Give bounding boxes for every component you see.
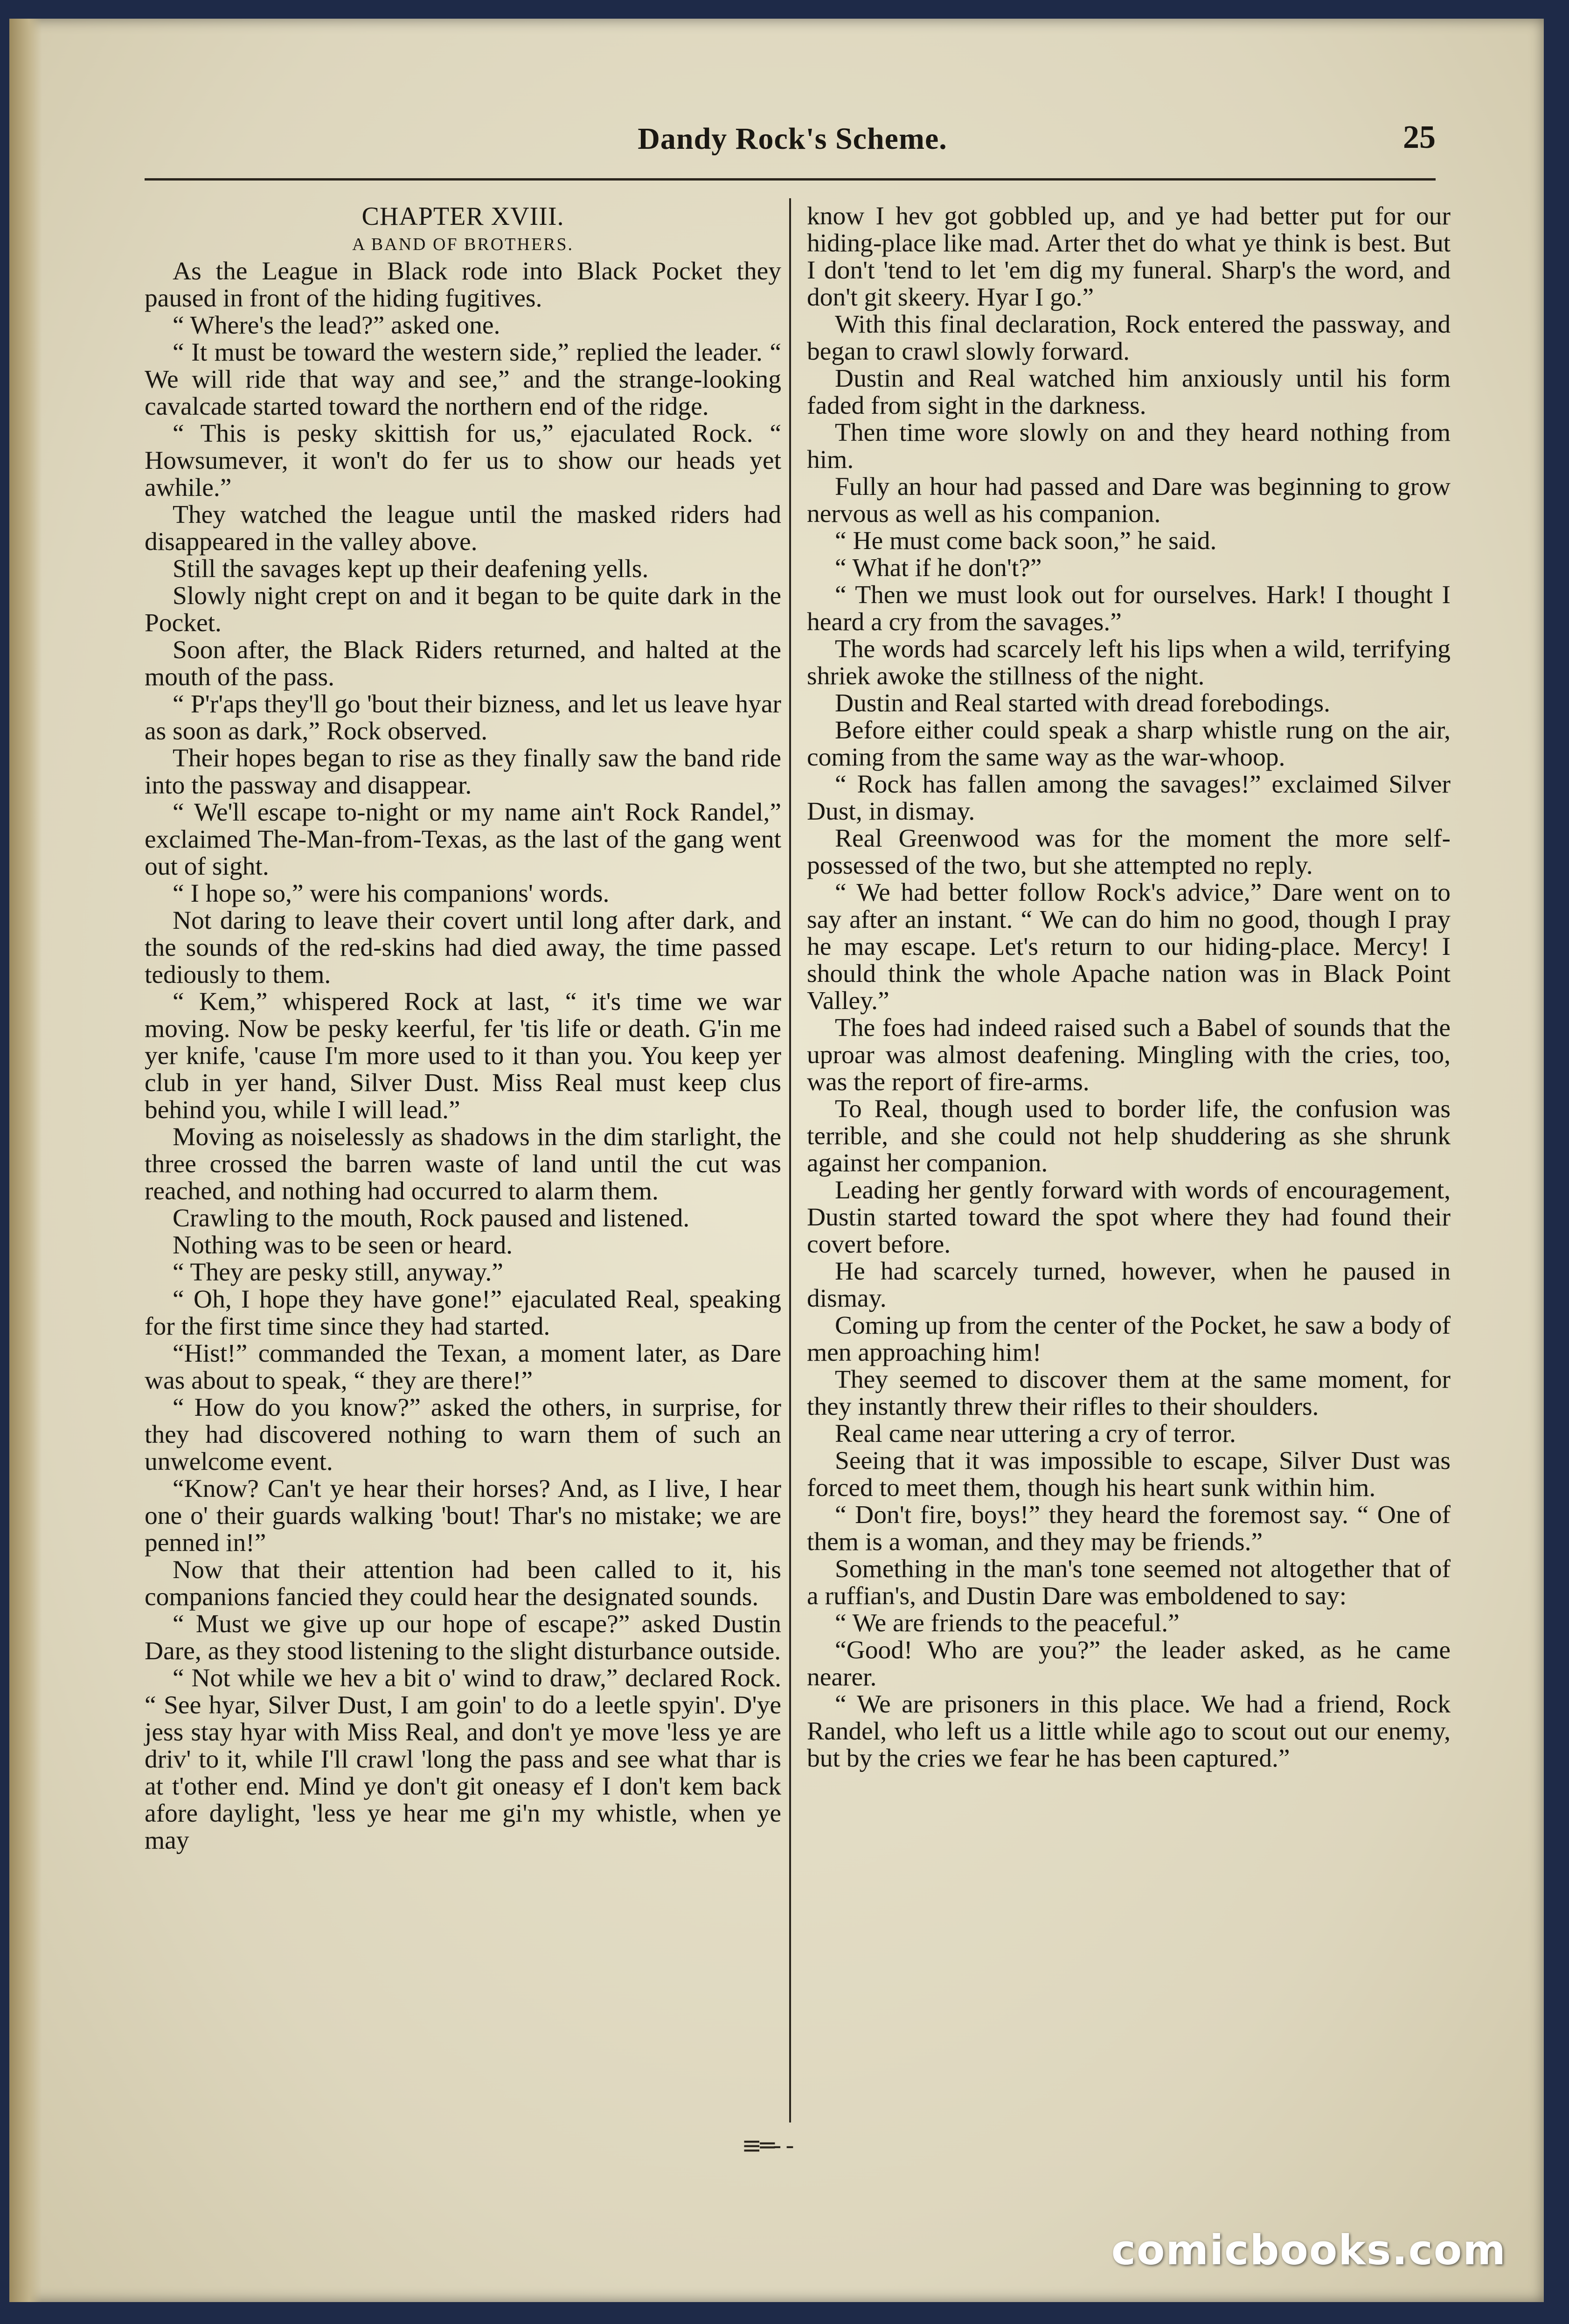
paragraph: The words had scarcely left his lips when a wild, terrifying shriek awoke the stillness of the night. <box>807 635 1451 690</box>
paragraph: Fully an hour had passed and Dare was beginning to grow nervous as well as his companion. <box>807 473 1451 528</box>
paragraph: Leading her gently forward with words of encouragement, Dustin started toward the spot where they had found their covert before. <box>807 1176 1451 1259</box>
continued-paragraph: know I hev got gobbled up, and ye had better put for our hiding-place like mad. Arter thet do what ye think is best. But I don't 'tend to let 'em dig my funeral. Sharp's the word, and don't git skeery. Hyar I go.” <box>807 202 1451 312</box>
paragraph: “ Kem,” whispered Rock at last, “ it's time we war moving. Now be pesky keerful, fer 'tis life or death. G'in me yer knife, 'cause I'm more used to it than you. You keep yer club in yer hand, Silver Dust. Miss Real must keep clus behind you, while I will lead.” <box>145 988 781 1124</box>
paragraph: “Good! Who are you?” the leader asked, as he came nearer. <box>807 1636 1451 1691</box>
paragraph: Their hopes began to rise as they finally saw the band ride into the passway and disappear. <box>145 744 781 800</box>
paragraph: Dustin and Real watched him anxiously until his form faded from sight in the darkness. <box>807 364 1451 420</box>
paragraph: Before either could speak a sharp whistle rung on the air, coming from the same way as the war-whoop. <box>807 716 1451 772</box>
paragraph: Nothing was to be seen or heard. <box>173 1231 513 1259</box>
paragraph: Not daring to leave their covert until long after dark, and the sounds of the red-skins had died away, the time passed tediously to them. <box>145 906 781 989</box>
paragraph: “ Rock has fallen among the savages!” exclaimed Silver Dust, in dismay. <box>807 770 1451 826</box>
paragraph: Something in the man's tone seemed not altogether that of a ruffian's, and Dustin Dare was emboldened to say: <box>807 1555 1451 1610</box>
page-end-ornament: ≡═- - <box>742 2132 792 2160</box>
running-title: Dandy Rock's Scheme. <box>638 122 947 156</box>
paragraph: “ He must come back soon,” he said. <box>835 527 1217 555</box>
paragraph: “ We are prisoners in this place. We had a friend, Rock Randel, who left us a little while ago to scout out our enemy, but by the cries we fear he has been captured.” <box>807 1690 1451 1773</box>
chapter-subtitle: A BAND OF BROTHERS. <box>352 235 574 254</box>
paragraph: Crawling to the mouth, Rock paused and listened. <box>173 1204 690 1232</box>
column-divider <box>789 198 791 2122</box>
paragraph: Seeing that it was impossible to escape, Silver Dust was forced to meet them, though his heart sunk within him. <box>807 1447 1451 1502</box>
paragraph: Coming up from the center of the Pocket, he saw a body of men approaching him! <box>807 1311 1451 1367</box>
paragraph: “ Don't fire, boys!” they heard the foremost say. “ One of them is a woman, and they may be friends.” <box>807 1501 1451 1556</box>
left-column <box>145 203 781 1854</box>
right-column-paragraphs <box>807 311 1451 1772</box>
paragraph: With this final declaration, Rock entered the passway, and began to crawl slowly forward. <box>807 310 1451 366</box>
paragraph: “ We are friends to the peaceful.” <box>835 1609 1180 1637</box>
paragraph: Slowly night crept on and it began to be quite dark in the Pocket. <box>145 582 781 637</box>
paragraph: Then time wore slowly on and they heard nothing from him. <box>807 418 1451 474</box>
header-rule <box>145 178 1436 181</box>
paragraph: “ Where's the lead?” asked one. <box>173 311 500 340</box>
paragraph: “ We had better follow Rock's advice,” Dare went on to say after an instant. “ We can do him no good, though I pray he may escape. Let's return to our hiding-place. Mercy! I should think the whole Apache nation was in Black Point Valley.” <box>807 878 1451 1015</box>
paragraph: “ This is pesky skittish for us,” ejaculated Rock. “ Howsumever, it won't do fer us to show our heads yet awhile.” <box>145 419 781 502</box>
paragraph: Soon after, the Black Riders returned, and halted at the mouth of the pass. <box>145 636 781 691</box>
paragraph: They watched the league until the masked riders had disappeared in the valley above. <box>145 501 781 556</box>
paragraph: “ Oh, I hope they have gone!” ejaculated Real, speaking for the first time since they had started. <box>145 1285 781 1341</box>
paragraph: “ Not while we hev a bit o' wind to draw,” declared Rock. “ See hyar, Silver Dust, I am goin' to do a leetle spyin'. D'ye jess stay hyar with Miss Real, and don't ye move 'less ye are driv' to it, while I'll crawl 'long the pass and see what thar is at t'other end. Mind ye don't git oneasy ef I don't kem back afore daylight, 'less ye hear me gi'n my whistle, when ye may <box>145 1664 781 1855</box>
paragraph: “ P'r'aps they'll go 'bout their bizness, and let us leave hyar as soon as dark,” Rock observed. <box>145 690 781 745</box>
paragraph: “ Then we must look out for ourselves. Hark! I thought I heard a cry from the savages.” <box>807 581 1451 636</box>
paragraph: “Hist!” commanded the Texan, a moment later, as Dare was about to speak, “ they are there!” <box>145 1339 781 1395</box>
watermark-logo: comicbooks.com <box>1111 2226 1507 2274</box>
paragraph: They seemed to discover them at the same moment, for they instantly threw their rifles to their shoulders. <box>807 1365 1451 1421</box>
paragraph: “ Must we give up our hope of escape?” asked Dustin Dare, as they stood listening to the slight disturbance outside. <box>145 1610 781 1665</box>
page-number: 25 <box>1403 119 1436 155</box>
newspaper-page <box>9 19 1544 2302</box>
chapter-heading: CHAPTER XVIII. <box>361 202 564 231</box>
paragraph: Dustin and Real started with dread forebodings. <box>835 689 1330 717</box>
page-spine-shadow <box>9 19 42 2302</box>
paragraph: “ It must be toward the western side,” replied the leader. “ We will ride that way and see,” and the strange-looking cavalcade started toward the northern end of the ridge. <box>145 338 781 421</box>
paragraph: “ How do you know?” asked the others, in surprise, for they had discovered nothing to warn them of such an unwelcome event. <box>145 1393 781 1476</box>
page-header <box>149 100 1436 166</box>
paragraph: Still the savages kept up their deafening yells. <box>173 555 649 583</box>
paragraph: As the League in Black rode into Black Pocket they paused in front of the hiding fugitives. <box>145 257 781 313</box>
paragraph: Real came near uttering a cry of terror. <box>835 1419 1236 1448</box>
paragraph: The foes had indeed raised such a Babel of sounds that the uproar was almost deafening. Mingling with the cries, too, was the report of fire-arms. <box>807 1014 1451 1096</box>
left-column-paragraphs <box>145 258 781 1854</box>
paragraph: “ They are pesky still, anyway.” <box>173 1258 503 1287</box>
paragraph: “Know? Can't ye hear their horses? And, as I live, I hear one o' their guards walking 'bout! Thar's no mistake; we are penned in!” <box>145 1475 781 1557</box>
right-column <box>807 203 1451 1772</box>
paragraph: He had scarcely turned, however, when he paused in dismay. <box>807 1257 1451 1313</box>
paragraph: Moving as noiselessly as shadows in the dim starlight, the three crossed the barren waste of land until the cut was reached, and nothing had occurred to alarm them. <box>145 1123 781 1205</box>
paragraph: “ I hope so,” were his companions' words. <box>173 879 610 908</box>
paragraph: Now that their attention had been called to it, his companions fancied they could hear the designated sounds. <box>145 1556 781 1611</box>
paragraph: Real Greenwood was for the moment the more self-possessed of the two, but she attempted no reply. <box>807 824 1451 880</box>
paragraph: “ What if he don't?” <box>835 554 1042 582</box>
paragraph: “ We'll escape to-night or my name ain't Rock Randel,” exclaimed The-Man-from-Texas, as the last of the gang went out of sight. <box>145 798 781 881</box>
paragraph: To Real, though used to border life, the confusion was terrible, and she could not help shuddering as she shrunk against her companion. <box>807 1095 1451 1177</box>
